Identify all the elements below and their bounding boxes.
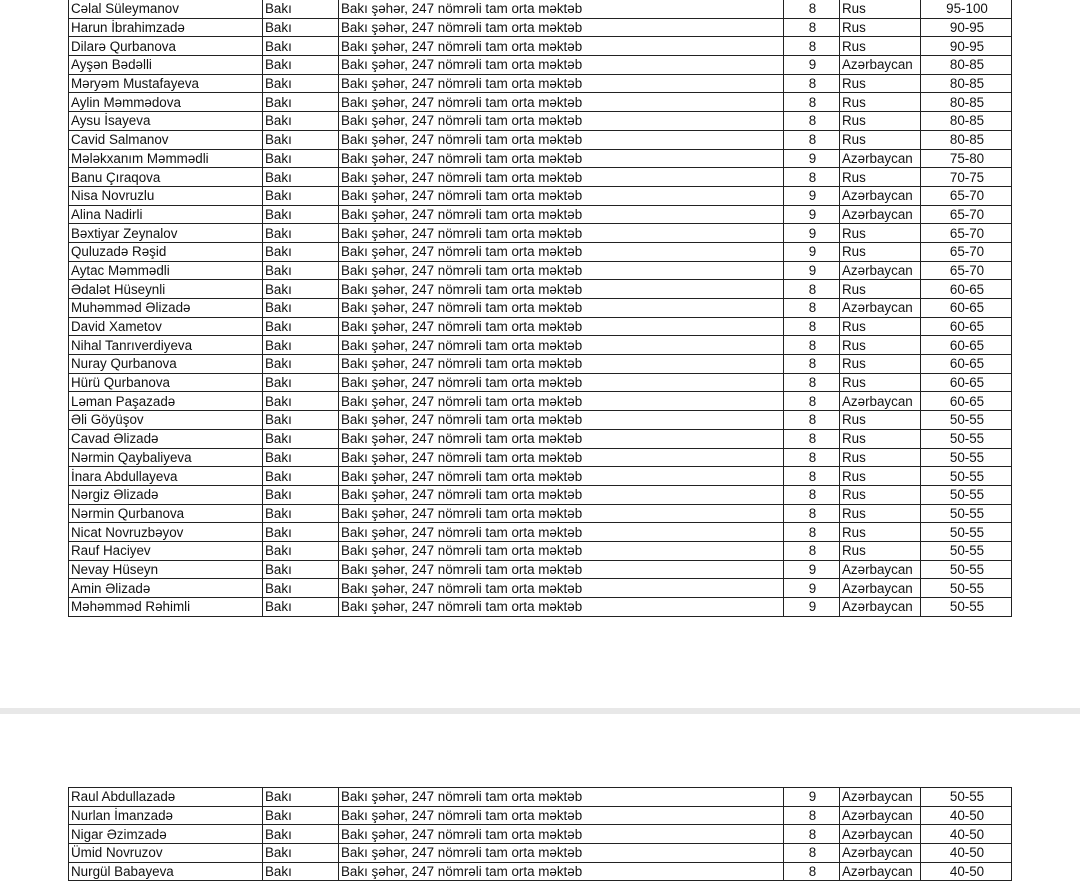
- grade-cell: 9: [784, 261, 840, 280]
- score-cell: 65-70: [921, 242, 1012, 261]
- grade-cell: 8: [784, 168, 840, 187]
- results-table-page-2: [68, 787, 1012, 881]
- school-cell: Bakı şəhər, 247 nömrəli tam orta məktəb: [339, 205, 784, 224]
- city-cell: Bakı: [263, 18, 339, 37]
- language-cell: Rus: [840, 130, 921, 149]
- table-row: [69, 523, 1012, 542]
- student-name-cell: Nərmin Qurbanova: [69, 504, 263, 523]
- city-cell: Bakı: [263, 37, 339, 56]
- table-row: [69, 37, 1012, 56]
- school-cell: Bakı şəhər, 247 nömrəli tam orta məktəb: [339, 186, 784, 205]
- city-cell: Bakı: [263, 411, 339, 430]
- table-row: [69, 788, 1012, 807]
- school-cell: Bakı şəhər, 247 nömrəli tam orta məktəb: [339, 280, 784, 299]
- school-cell: Bakı şəhər, 247 nömrəli tam orta məktəb: [339, 448, 784, 467]
- student-name-cell: Rauf Haciyev: [69, 541, 263, 560]
- score-cell: 80-85: [921, 130, 1012, 149]
- student-name-cell: Nərgiz Əlizadə: [69, 485, 263, 504]
- grade-cell: 8: [784, 373, 840, 392]
- grade-cell: 8: [784, 317, 840, 336]
- city-cell: Bakı: [263, 93, 339, 112]
- city-cell: Bakı: [263, 504, 339, 523]
- city-cell: Bakı: [263, 806, 339, 825]
- city-cell: Bakı: [263, 788, 339, 807]
- student-name-cell: Bəxtiyar Zeynalov: [69, 224, 263, 243]
- student-name-cell: Dilarə Qurbanova: [69, 37, 263, 56]
- student-name-cell: Nərmin Qaybaliyeva: [69, 448, 263, 467]
- score-cell: 50-55: [921, 485, 1012, 504]
- results-table-page-1: [68, 0, 1012, 617]
- school-cell: Bakı şəhər, 247 nömrəli tam orta məktəb: [339, 806, 784, 825]
- school-cell: Bakı şəhər, 247 nömrəli tam orta məktəb: [339, 130, 784, 149]
- language-cell: Azərbaycan: [840, 149, 921, 168]
- city-cell: Bakı: [263, 560, 339, 579]
- grade-cell: 9: [784, 598, 840, 617]
- score-cell: 50-55: [921, 598, 1012, 617]
- city-cell: Bakı: [263, 598, 339, 617]
- grade-cell: 9: [784, 205, 840, 224]
- document-page-2: [0, 714, 1080, 885]
- language-cell: Azərbaycan: [840, 806, 921, 825]
- language-cell: Rus: [840, 429, 921, 448]
- city-cell: Bakı: [263, 224, 339, 243]
- language-cell: Rus: [840, 485, 921, 504]
- grade-cell: 9: [784, 224, 840, 243]
- table-row: [69, 467, 1012, 486]
- student-name-cell: Mələkxanım Məmmədli: [69, 149, 263, 168]
- city-cell: Bakı: [263, 74, 339, 93]
- school-cell: Bakı şəhər, 247 nömrəli tam orta məktəb: [339, 862, 784, 881]
- table-row: [69, 56, 1012, 75]
- score-cell: 50-55: [921, 560, 1012, 579]
- school-cell: Bakı şəhər, 247 nömrəli tam orta məktəb: [339, 485, 784, 504]
- table-row: [69, 429, 1012, 448]
- language-cell: Rus: [840, 0, 921, 18]
- student-name-cell: Aysu İsayeva: [69, 112, 263, 131]
- grade-cell: 8: [784, 336, 840, 355]
- language-cell: Rus: [840, 523, 921, 542]
- table-row: [69, 806, 1012, 825]
- school-cell: Bakı şəhər, 247 nömrəli tam orta məktəb: [339, 299, 784, 318]
- grade-cell: 8: [784, 429, 840, 448]
- table-row: [69, 242, 1012, 261]
- score-cell: 80-85: [921, 74, 1012, 93]
- table-row: [69, 448, 1012, 467]
- school-cell: Bakı şəhər, 247 nömrəli tam orta məktəb: [339, 373, 784, 392]
- student-name-cell: Məhəmməd Rəhimli: [69, 598, 263, 617]
- city-cell: Bakı: [263, 130, 339, 149]
- student-name-cell: Harun İbrahimzadə: [69, 18, 263, 37]
- score-cell: 60-65: [921, 280, 1012, 299]
- table-row: [69, 93, 1012, 112]
- table-row: [69, 541, 1012, 560]
- language-cell: Rus: [840, 280, 921, 299]
- student-name-cell: Nihal Tanrıverdiyeva: [69, 336, 263, 355]
- school-cell: Bakı şəhər, 247 nömrəli tam orta məktəb: [339, 37, 784, 56]
- student-name-cell: Nigar Əzimzadə: [69, 825, 263, 844]
- grade-cell: 8: [784, 392, 840, 411]
- school-cell: Bakı şəhər, 247 nömrəli tam orta məktəb: [339, 541, 784, 560]
- table-row: [69, 504, 1012, 523]
- grade-cell: 9: [784, 242, 840, 261]
- language-cell: Rus: [840, 355, 921, 374]
- language-cell: Rus: [840, 317, 921, 336]
- city-cell: Bakı: [263, 541, 339, 560]
- table-row: [69, 205, 1012, 224]
- school-cell: Bakı şəhər, 247 nömrəli tam orta məktəb: [339, 392, 784, 411]
- city-cell: Bakı: [263, 373, 339, 392]
- score-cell: 50-55: [921, 504, 1012, 523]
- school-cell: Bakı şəhər, 247 nömrəli tam orta məktəb: [339, 504, 784, 523]
- grade-cell: 8: [784, 18, 840, 37]
- score-cell: 50-55: [921, 788, 1012, 807]
- score-cell: 60-65: [921, 299, 1012, 318]
- school-cell: Bakı şəhər, 247 nömrəli tam orta məktəb: [339, 579, 784, 598]
- table-row: [69, 355, 1012, 374]
- grade-cell: 8: [784, 844, 840, 863]
- student-name-cell: Cəlal Süleymanov: [69, 0, 263, 18]
- student-name-cell: Ədalət Hüseynli: [69, 280, 263, 299]
- grade-cell: 8: [784, 280, 840, 299]
- score-cell: 90-95: [921, 37, 1012, 56]
- grade-cell: 8: [784, 93, 840, 112]
- table-row: [69, 130, 1012, 149]
- city-cell: Bakı: [263, 485, 339, 504]
- student-name-cell: Quluzadə Rəşid: [69, 242, 263, 261]
- language-cell: Azərbaycan: [840, 299, 921, 318]
- table-row: [69, 862, 1012, 881]
- score-cell: 50-55: [921, 411, 1012, 430]
- city-cell: Bakı: [263, 280, 339, 299]
- city-cell: Bakı: [263, 0, 339, 18]
- city-cell: Bakı: [263, 56, 339, 75]
- school-cell: Bakı şəhər, 247 nömrəli tam orta məktəb: [339, 825, 784, 844]
- student-name-cell: Muhəmməd Əlizadə: [69, 299, 263, 318]
- language-cell: Rus: [840, 18, 921, 37]
- city-cell: Bakı: [263, 355, 339, 374]
- school-cell: Bakı şəhər, 247 nömrəli tam orta məktəb: [339, 56, 784, 75]
- school-cell: Bakı şəhər, 247 nömrəli tam orta məktəb: [339, 317, 784, 336]
- language-cell: Azərbaycan: [840, 862, 921, 881]
- school-cell: Bakı şəhər, 247 nömrəli tam orta məktəb: [339, 844, 784, 863]
- language-cell: Rus: [840, 168, 921, 187]
- school-cell: Bakı şəhər, 247 nömrəli tam orta məktəb: [339, 93, 784, 112]
- city-cell: Bakı: [263, 186, 339, 205]
- school-cell: Bakı şəhər, 247 nömrəli tam orta məktəb: [339, 0, 784, 18]
- language-cell: Azərbaycan: [840, 560, 921, 579]
- student-name-cell: Nurlan İmanzadə: [69, 806, 263, 825]
- score-cell: 60-65: [921, 336, 1012, 355]
- city-cell: Bakı: [263, 392, 339, 411]
- table-row: [69, 825, 1012, 844]
- table-row: [69, 261, 1012, 280]
- language-cell: Azərbaycan: [840, 261, 921, 280]
- student-name-cell: Cavad Əlizadə: [69, 429, 263, 448]
- language-cell: Rus: [840, 74, 921, 93]
- grade-cell: 8: [784, 862, 840, 881]
- school-cell: Bakı şəhər, 247 nömrəli tam orta məktəb: [339, 467, 784, 486]
- language-cell: Rus: [840, 448, 921, 467]
- language-cell: Rus: [840, 37, 921, 56]
- grade-cell: 8: [784, 299, 840, 318]
- grade-cell: 8: [784, 130, 840, 149]
- grade-cell: 9: [784, 560, 840, 579]
- language-cell: Rus: [840, 336, 921, 355]
- table-row: [69, 18, 1012, 37]
- score-cell: 40-50: [921, 862, 1012, 881]
- score-cell: 40-50: [921, 844, 1012, 863]
- language-cell: Rus: [840, 411, 921, 430]
- grade-cell: 8: [784, 485, 840, 504]
- grade-cell: 8: [784, 355, 840, 374]
- score-cell: 50-55: [921, 579, 1012, 598]
- grade-cell: 8: [784, 411, 840, 430]
- language-cell: Rus: [840, 112, 921, 131]
- grade-cell: 8: [784, 0, 840, 18]
- score-cell: 65-70: [921, 205, 1012, 224]
- language-cell: Azərbaycan: [840, 825, 921, 844]
- city-cell: Bakı: [263, 112, 339, 131]
- table-row: [69, 149, 1012, 168]
- student-name-cell: Banu Çıraqova: [69, 168, 263, 187]
- student-name-cell: Aytac Məmmədli: [69, 261, 263, 280]
- score-cell: 40-50: [921, 825, 1012, 844]
- student-name-cell: Nisa Novruzlu: [69, 186, 263, 205]
- grade-cell: 8: [784, 806, 840, 825]
- school-cell: Bakı şəhər, 247 nömrəli tam orta məktəb: [339, 112, 784, 131]
- language-cell: Azərbaycan: [840, 844, 921, 863]
- grade-cell: 8: [784, 112, 840, 131]
- score-cell: 70-75: [921, 168, 1012, 187]
- city-cell: Bakı: [263, 149, 339, 168]
- city-cell: Bakı: [263, 523, 339, 542]
- student-name-cell: Nicat Novruzbəyov: [69, 523, 263, 542]
- score-cell: 60-65: [921, 373, 1012, 392]
- student-name-cell: Ümid Novruzov: [69, 844, 263, 863]
- score-cell: 60-65: [921, 392, 1012, 411]
- student-name-cell: Nurgül Babayeva: [69, 862, 263, 881]
- grade-cell: 8: [784, 504, 840, 523]
- student-name-cell: Əli Göyüşov: [69, 411, 263, 430]
- table-row: [69, 168, 1012, 187]
- grade-cell: 8: [784, 74, 840, 93]
- grade-cell: 9: [784, 579, 840, 598]
- school-cell: Bakı şəhər, 247 nömrəli tam orta məktəb: [339, 261, 784, 280]
- language-cell: Azərbaycan: [840, 598, 921, 617]
- student-name-cell: Ləman Paşazadə: [69, 392, 263, 411]
- table-row: [69, 485, 1012, 504]
- city-cell: Bakı: [263, 205, 339, 224]
- language-cell: Azərbaycan: [840, 205, 921, 224]
- grade-cell: 9: [784, 149, 840, 168]
- school-cell: Bakı şəhər, 247 nömrəli tam orta məktəb: [339, 336, 784, 355]
- grade-cell: 8: [784, 541, 840, 560]
- student-name-cell: David Xametov: [69, 317, 263, 336]
- grade-cell: 8: [784, 825, 840, 844]
- city-cell: Bakı: [263, 448, 339, 467]
- score-cell: 65-70: [921, 224, 1012, 243]
- city-cell: Bakı: [263, 168, 339, 187]
- language-cell: Azərbaycan: [840, 186, 921, 205]
- score-cell: 80-85: [921, 112, 1012, 131]
- grade-cell: 8: [784, 37, 840, 56]
- table-row: [69, 579, 1012, 598]
- grade-cell: 9: [784, 788, 840, 807]
- table-row: [69, 280, 1012, 299]
- school-cell: Bakı şəhər, 247 nömrəli tam orta məktəb: [339, 411, 784, 430]
- student-name-cell: Alina Nadirli: [69, 205, 263, 224]
- score-cell: 80-85: [921, 93, 1012, 112]
- table-row: [69, 0, 1012, 18]
- grade-cell: 8: [784, 448, 840, 467]
- city-cell: Bakı: [263, 467, 339, 486]
- language-cell: Rus: [840, 242, 921, 261]
- city-cell: Bakı: [263, 299, 339, 318]
- student-name-cell: Məryəm Mustafayeva: [69, 74, 263, 93]
- student-name-cell: Hürü Qurbanova: [69, 373, 263, 392]
- score-cell: 60-65: [921, 317, 1012, 336]
- score-cell: 50-55: [921, 523, 1012, 542]
- language-cell: Rus: [840, 467, 921, 486]
- grade-cell: 9: [784, 186, 840, 205]
- language-cell: Azərbaycan: [840, 579, 921, 598]
- school-cell: Bakı şəhər, 247 nömrəli tam orta məktəb: [339, 429, 784, 448]
- table-row: [69, 411, 1012, 430]
- score-cell: 80-85: [921, 56, 1012, 75]
- table-row: [69, 224, 1012, 243]
- score-cell: 65-70: [921, 186, 1012, 205]
- table-row: [69, 598, 1012, 617]
- language-cell: Rus: [840, 541, 921, 560]
- table-row: [69, 186, 1012, 205]
- school-cell: Bakı şəhər, 247 nömrəli tam orta məktəb: [339, 224, 784, 243]
- table-row: [69, 373, 1012, 392]
- grade-cell: 9: [784, 56, 840, 75]
- table-row: [69, 560, 1012, 579]
- table-row: [69, 392, 1012, 411]
- school-cell: Bakı şəhər, 247 nömrəli tam orta məktəb: [339, 560, 784, 579]
- table-row: [69, 74, 1012, 93]
- language-cell: Azərbaycan: [840, 788, 921, 807]
- city-cell: Bakı: [263, 336, 339, 355]
- score-cell: 50-55: [921, 448, 1012, 467]
- student-name-cell: Cavid Salmanov: [69, 130, 263, 149]
- school-cell: Bakı şəhər, 247 nömrəli tam orta məktəb: [339, 242, 784, 261]
- language-cell: Azərbaycan: [840, 392, 921, 411]
- student-name-cell: Amin Əlizadə: [69, 579, 263, 598]
- student-name-cell: Raul Abdullazadə: [69, 788, 263, 807]
- school-cell: Bakı şəhər, 247 nömrəli tam orta məktəb: [339, 149, 784, 168]
- language-cell: Rus: [840, 224, 921, 243]
- language-cell: Rus: [840, 504, 921, 523]
- table-row: [69, 317, 1012, 336]
- city-cell: Bakı: [263, 429, 339, 448]
- school-cell: Bakı şəhər, 247 nömrəli tam orta məktəb: [339, 355, 784, 374]
- score-cell: 75-80: [921, 149, 1012, 168]
- student-name-cell: Nuray Qurbanova: [69, 355, 263, 374]
- language-cell: Rus: [840, 373, 921, 392]
- table-row: [69, 299, 1012, 318]
- language-cell: Azərbaycan: [840, 56, 921, 75]
- city-cell: Bakı: [263, 242, 339, 261]
- student-name-cell: Ayşən Bədəlli: [69, 56, 263, 75]
- school-cell: Bakı şəhər, 247 nömrəli tam orta məktəb: [339, 74, 784, 93]
- grade-cell: 8: [784, 523, 840, 542]
- score-cell: 50-55: [921, 429, 1012, 448]
- score-cell: 50-55: [921, 541, 1012, 560]
- school-cell: Bakı şəhər, 247 nömrəli tam orta məktəb: [339, 523, 784, 542]
- score-cell: 65-70: [921, 261, 1012, 280]
- score-cell: 60-65: [921, 355, 1012, 374]
- grade-cell: 8: [784, 467, 840, 486]
- student-name-cell: Aylin Məmmədova: [69, 93, 263, 112]
- school-cell: Bakı şəhər, 247 nömrəli tam orta məktəb: [339, 788, 784, 807]
- score-cell: 95-100: [921, 0, 1012, 18]
- city-cell: Bakı: [263, 317, 339, 336]
- table-row: [69, 844, 1012, 863]
- language-cell: Rus: [840, 93, 921, 112]
- school-cell: Bakı şəhər, 247 nömrəli tam orta məktəb: [339, 168, 784, 187]
- school-cell: Bakı şəhər, 247 nömrəli tam orta məktəb: [339, 18, 784, 37]
- score-cell: 50-55: [921, 467, 1012, 486]
- table-row: [69, 336, 1012, 355]
- student-name-cell: İnara Abdullayeva: [69, 467, 263, 486]
- score-cell: 90-95: [921, 18, 1012, 37]
- score-cell: 40-50: [921, 806, 1012, 825]
- student-name-cell: Nevay Hüseyn: [69, 560, 263, 579]
- city-cell: Bakı: [263, 579, 339, 598]
- city-cell: Bakı: [263, 862, 339, 881]
- city-cell: Bakı: [263, 844, 339, 863]
- school-cell: Bakı şəhər, 247 nömrəli tam orta məktəb: [339, 598, 784, 617]
- city-cell: Bakı: [263, 825, 339, 844]
- table-row: [69, 112, 1012, 131]
- city-cell: Bakı: [263, 261, 339, 280]
